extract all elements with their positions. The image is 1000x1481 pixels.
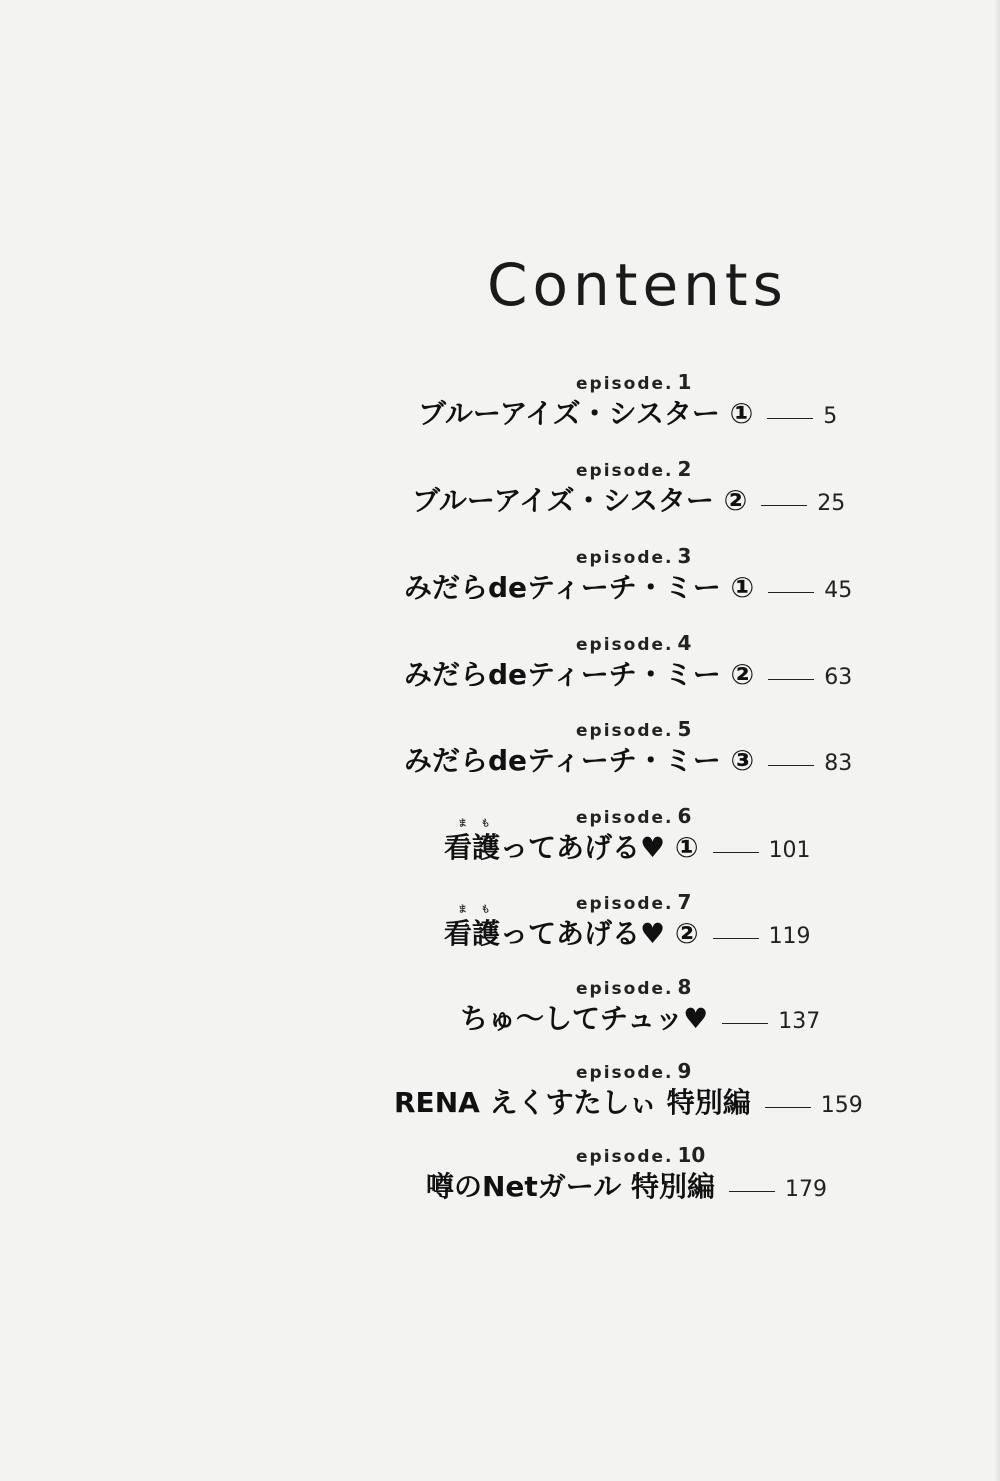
- leader-line: [768, 765, 814, 766]
- leader-line: [765, 1107, 811, 1108]
- episode-line: [404, 658, 853, 691]
- page-number: 137: [778, 1009, 821, 1034]
- episode-title: みだらdeティーチ・ミー ①: [404, 571, 755, 604]
- episode-title: 看護ってあげる♥ ①: [444, 831, 699, 864]
- episode-number: 4: [677, 631, 692, 655]
- page-number: 83: [824, 751, 853, 776]
- leader-line: [729, 1191, 775, 1192]
- episode-number: 5: [677, 717, 692, 741]
- page-number: 25: [817, 491, 846, 516]
- episode-line: [412, 484, 846, 517]
- ruby-reading: まも: [458, 905, 505, 915]
- episode-number: 9: [677, 1059, 692, 1083]
- page-number: 179: [785, 1177, 827, 1202]
- episode-line: [404, 571, 853, 604]
- episode-prefix: episode.: [576, 374, 674, 394]
- episode-title: 看護ってあげる♥ ②: [444, 917, 699, 950]
- episode-label: [576, 1145, 705, 1166]
- leader-line: [761, 505, 807, 506]
- page-number: 159: [820, 1093, 863, 1118]
- episode-number: 10: [677, 1143, 706, 1167]
- page-title: Contents: [487, 251, 788, 319]
- leader-line: [722, 1023, 768, 1024]
- episode-prefix: episode.: [576, 808, 674, 828]
- episode-number: 2: [677, 457, 692, 481]
- episode-label: [576, 546, 691, 567]
- leader-line: [713, 938, 759, 939]
- episode-prefix: episode.: [576, 721, 674, 741]
- episode-label: [576, 372, 691, 393]
- episode-label: [576, 806, 691, 827]
- episode-prefix: episode.: [576, 461, 674, 481]
- episode-number: 7: [677, 890, 692, 914]
- episode-title: RENA えくすたしぃ 特別編: [394, 1086, 751, 1119]
- episode-label: [576, 977, 691, 998]
- page-number: 119: [768, 924, 811, 949]
- episode-line: [426, 1170, 827, 1203]
- page-number: 101: [768, 838, 811, 863]
- episode-title: みだらdeティーチ・ミー ③: [404, 744, 755, 777]
- episode-line: [444, 905, 811, 950]
- page-number: 5: [823, 404, 838, 429]
- episode-prefix: episode.: [576, 1063, 674, 1083]
- episode-label: [576, 633, 691, 654]
- episode-prefix: episode.: [576, 979, 674, 999]
- episode-title: ブルーアイズ・シスター ②: [412, 484, 748, 517]
- leader-line: [768, 592, 814, 593]
- episode-title: みだらdeティーチ・ミー ②: [404, 658, 755, 691]
- page-number: 45: [824, 578, 853, 603]
- episode-number: 8: [677, 975, 692, 999]
- scan-shadow: [994, 0, 1000, 1481]
- episode-prefix: episode.: [576, 635, 674, 655]
- episode-prefix: episode.: [576, 894, 674, 914]
- episode-line: [404, 744, 853, 777]
- episode-label: [576, 1061, 691, 1082]
- episode-title: ブルーアイズ・シスター ①: [418, 397, 754, 430]
- leader-line: [767, 418, 813, 419]
- leader-line: [713, 852, 759, 853]
- episode-prefix: episode.: [576, 1147, 674, 1167]
- episode-line: [460, 1002, 821, 1035]
- episode-label: [576, 719, 691, 740]
- episode-line: [394, 1086, 863, 1119]
- episode-number: 6: [677, 804, 692, 828]
- episode-label: [576, 892, 691, 913]
- episode-prefix: episode.: [576, 548, 674, 568]
- leader-line: [768, 679, 814, 680]
- episode-title: ちゅ〜してチュッ♥: [460, 1002, 709, 1035]
- episode-line: [418, 397, 838, 430]
- episode-label: [576, 459, 691, 480]
- episode-number: 1: [677, 370, 692, 394]
- page-number: 63: [824, 665, 853, 690]
- episode-title: 噂のNetガール 特別編: [426, 1170, 715, 1203]
- episode-line: [444, 819, 811, 864]
- ruby-reading: まも: [458, 819, 505, 829]
- episode-number: 3: [677, 544, 692, 568]
